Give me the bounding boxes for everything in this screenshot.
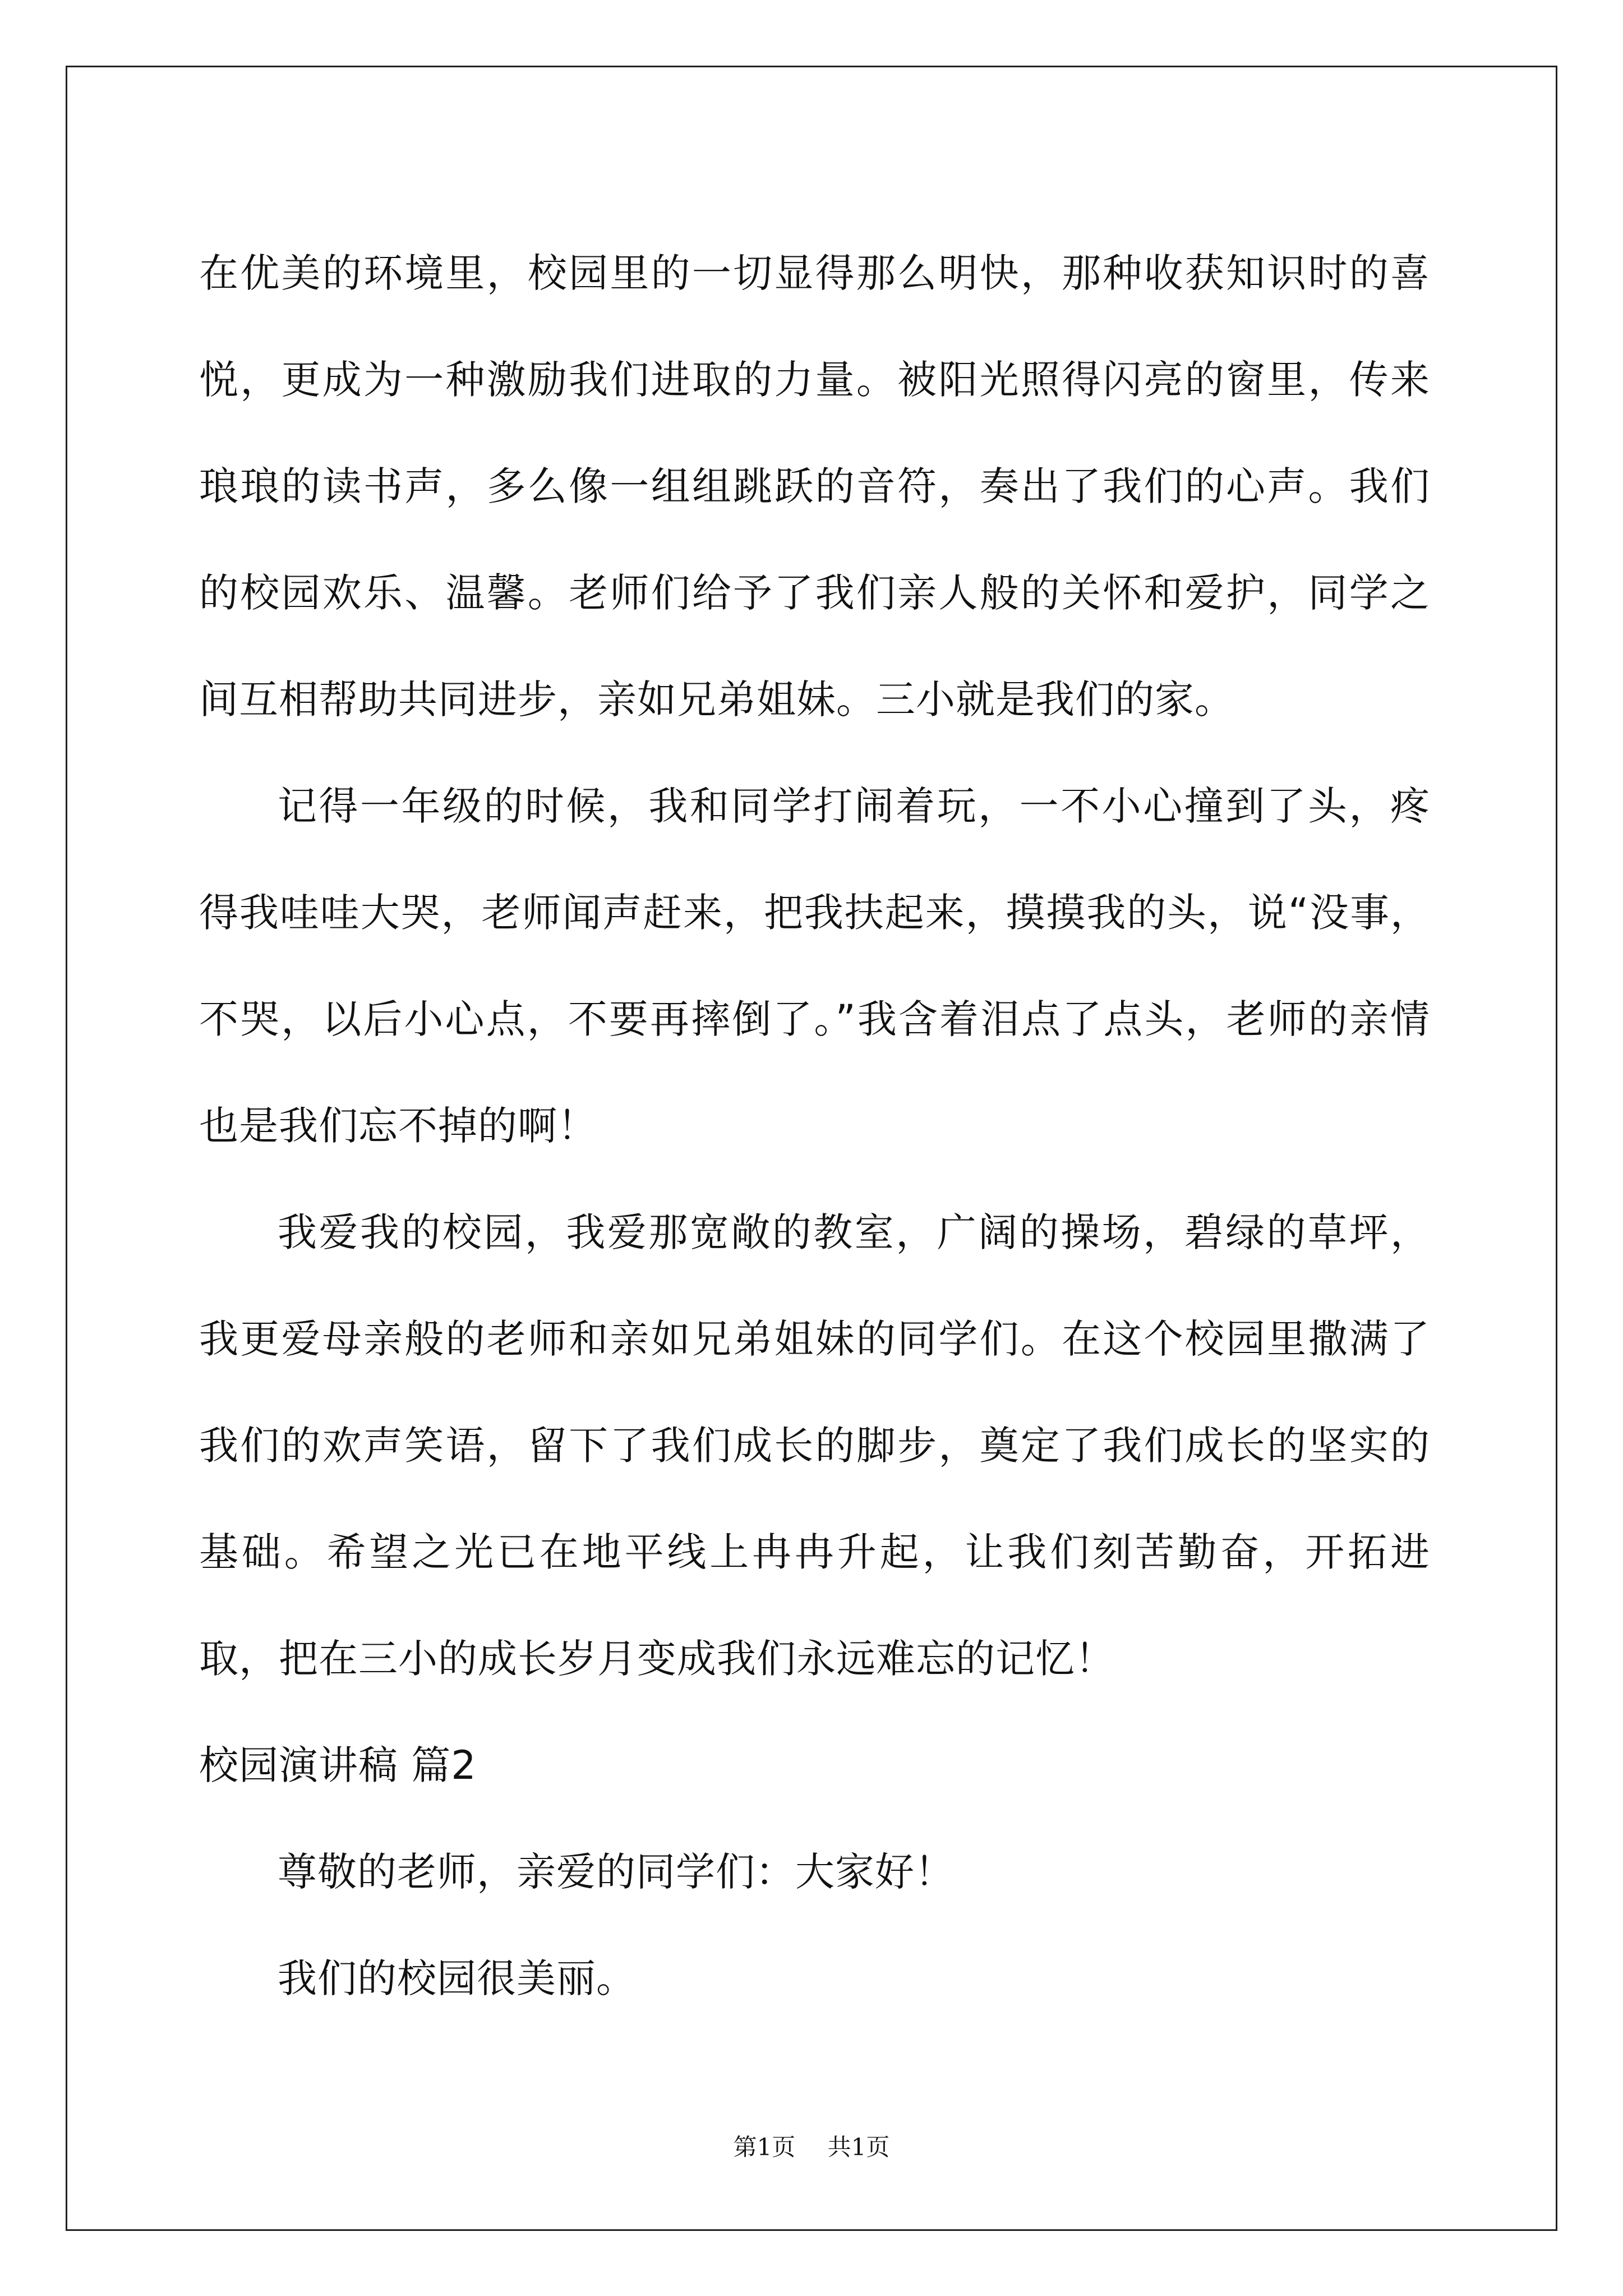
page-number: 第1页 [733, 2133, 796, 2161]
document-body [199, 220, 1430, 2032]
paragraph-1: 在优美的环境里，校园里的一切显得那么明快，那种收获知识时的喜悦，更成为一种激励我们进取的力量。被阳光照得闪亮的窗里，传来琅琅的读书声，多么像一组组跳跃的音符，奏出了我们的心声。我们的校园欢乐、温馨。老师们给予了我们亲人般的关怀和爱护，同学之间互相帮助共同进步，亲如兄弟姐妹。三小就是我们的家。 [199, 250, 1430, 723]
paragraph-2: 记得一年级的时候，我和同学打闹着玩，一不小心撞到了头，疼得我哇哇大哭，老师闻声赶来，把我扶起来，摸摸我的头，说“没事，不哭，以后小心点，不要再摔倒了。”我含着泪点了点头，老师的亲情也是我们忘不掉的啊！ [199, 783, 1430, 1149]
page-total: 共1页 [827, 2133, 890, 2161]
section-paragraph-1: 尊敬的老师，亲爱的同学们：大家好！ [278, 1849, 955, 1895]
section-paragraph-2: 我们的校园很美丽。 [278, 1955, 636, 2001]
paragraph-3: 我爱我的校园，我爱那宽敞的教室，广阔的操场，碧绿的草坪，我更爱母亲般的老师和亲如兄弟姐妹的同学们。在这个校园里撒满了我们的欢声笑语，留下了我们成长的脚步，奠定了我们成长的坚实的基础。希望之光已在地平线上冉冉升起，让我们刻苦勤奋，开拓进取，把在三小的成长岁月变成我们永远难忘的记忆！ [199, 1209, 1430, 1682]
section-heading: 校园演讲稿 篇2 [199, 1742, 477, 1788]
page-footer [0, 2129, 1623, 2162]
